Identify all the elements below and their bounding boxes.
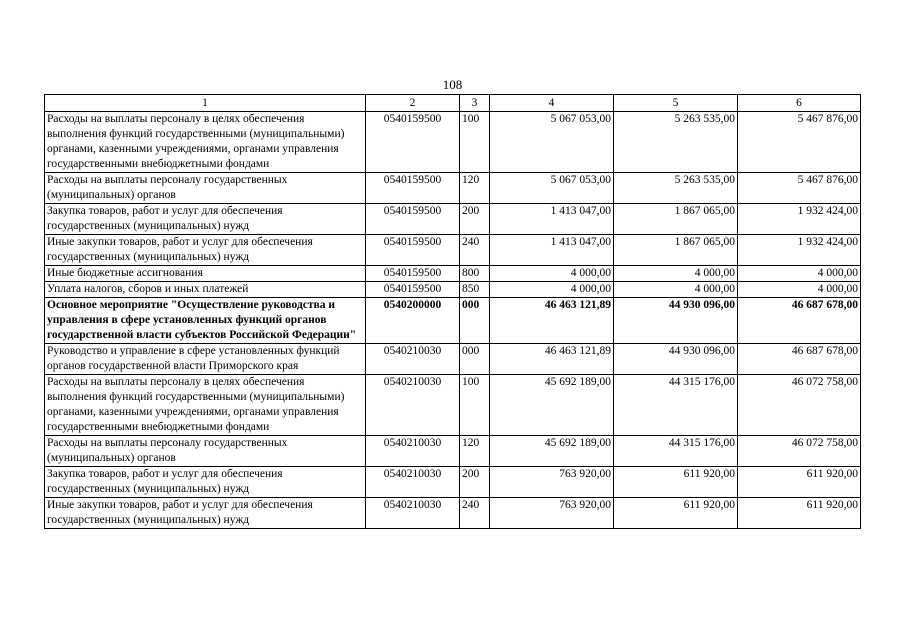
row-value-6: 46 072 758,00 — [738, 436, 861, 467]
row-value-6: 1 932 424,00 — [738, 204, 861, 235]
table-row — [45, 266, 861, 282]
row-value-4: 45 692 189,00 — [490, 436, 614, 467]
row-vr: 200 — [460, 467, 490, 498]
row-csr: 0540200000 — [366, 298, 460, 344]
row-value-5: 1 867 065,00 — [614, 204, 738, 235]
row-csr: 0540159500 — [366, 235, 460, 266]
row-value-5: 44 315 176,00 — [614, 375, 738, 436]
row-csr: 0540159500 — [366, 282, 460, 298]
row-vr: 240 — [460, 235, 490, 266]
row-csr: 0540210030 — [366, 498, 460, 529]
row-value-6: 611 920,00 — [738, 498, 861, 529]
row-value-4: 45 692 189,00 — [490, 375, 614, 436]
row-csr: 0540159500 — [366, 204, 460, 235]
table-row — [45, 235, 861, 266]
row-name: Иные бюджетные ассигнования — [45, 266, 366, 282]
row-value-6: 4 000,00 — [738, 266, 861, 282]
page-number: 108 — [442, 77, 463, 92]
table-row — [45, 112, 861, 173]
row-value-5: 44 930 096,00 — [614, 344, 738, 375]
row-name: Руководство и управление в сфере установленных функций органов государственной власти Приморского края — [45, 344, 366, 375]
row-name: Уплата налогов, сборов и иных платежей — [45, 282, 366, 298]
row-value-6: 4 000,00 — [738, 282, 861, 298]
row-value-5: 611 920,00 — [614, 467, 738, 498]
header-col-4: 4 — [490, 95, 614, 112]
row-value-5: 611 920,00 — [614, 498, 738, 529]
budget-table — [44, 94, 861, 529]
row-value-5: 5 263 535,00 — [614, 173, 738, 204]
row-value-4: 46 463 121,89 — [490, 344, 614, 375]
header-col-3: 3 — [460, 95, 490, 112]
table-header-row — [45, 95, 861, 112]
row-name: Расходы на выплаты персоналу в целях обеспечения выполнения функций государственными (муниципальными) органами, казенными учреждениями, органами управления государственными внебюджетными фондами — [45, 375, 366, 436]
row-vr: 100 — [460, 112, 490, 173]
row-value-6: 5 467 876,00 — [738, 112, 861, 173]
row-name: Закупка товаров, работ и услуг для обеспечения государственных (муниципальных) нужд — [45, 467, 366, 498]
row-name: Расходы на выплаты персоналу в целях обеспечения выполнения функций государственными (муниципальными) органами, казенными учреждениями, органами управления государственными внебюджетными фондами — [45, 112, 366, 173]
row-value-5: 44 930 096,00 — [614, 298, 738, 344]
row-vr: 850 — [460, 282, 490, 298]
row-name: Закупка товаров, работ и услуг для обеспечения государственных (муниципальных) нужд — [45, 204, 366, 235]
row-name: Основное мероприятие "Осуществление руководства и управления в сфере установленных функций органов государственной власти субъектов Российской Федерации" — [45, 298, 366, 344]
row-value-6: 5 467 876,00 — [738, 173, 861, 204]
row-vr: 800 — [460, 266, 490, 282]
header-col-5: 5 — [614, 95, 738, 112]
row-value-5: 4 000,00 — [614, 266, 738, 282]
row-name: Расходы на выплаты персоналу государственных (муниципальных) органов — [45, 173, 366, 204]
row-csr: 0540210030 — [366, 436, 460, 467]
row-value-4: 1 413 047,00 — [490, 235, 614, 266]
row-value-5: 44 315 176,00 — [614, 436, 738, 467]
row-value-6: 46 687 678,00 — [738, 344, 861, 375]
table-row — [45, 282, 861, 298]
table-row — [45, 498, 861, 529]
row-vr: 200 — [460, 204, 490, 235]
table-row — [45, 173, 861, 204]
row-value-5: 1 867 065,00 — [614, 235, 738, 266]
header-col-2: 2 — [366, 95, 460, 112]
row-csr: 0540210030 — [366, 344, 460, 375]
row-value-4: 5 067 053,00 — [490, 173, 614, 204]
table-row-main-activity — [45, 298, 861, 344]
table-row — [45, 467, 861, 498]
row-vr: 120 — [460, 173, 490, 204]
row-name: Иные закупки товаров, работ и услуг для обеспечения государственных (муниципальных) нужд — [45, 498, 366, 529]
row-value-4: 4 000,00 — [490, 266, 614, 282]
table-row — [45, 436, 861, 467]
row-csr: 0540159500 — [366, 112, 460, 173]
row-value-4: 4 000,00 — [490, 282, 614, 298]
table-row — [45, 204, 861, 235]
row-vr: 000 — [460, 298, 490, 344]
row-vr: 000 — [460, 344, 490, 375]
row-csr: 0540159500 — [366, 266, 460, 282]
row-value-6: 611 920,00 — [738, 467, 861, 498]
table-row — [45, 344, 861, 375]
row-value-5: 5 263 535,00 — [614, 112, 738, 173]
row-value-4: 763 920,00 — [490, 498, 614, 529]
row-value-6: 46 072 758,00 — [738, 375, 861, 436]
row-csr: 0540210030 — [366, 467, 460, 498]
row-value-4: 5 067 053,00 — [490, 112, 614, 173]
row-name: Иные закупки товаров, работ и услуг для обеспечения государственных (муниципальных) нужд — [45, 235, 366, 266]
row-value-6: 46 687 678,00 — [738, 298, 861, 344]
row-vr: 120 — [460, 436, 490, 467]
row-value-4: 763 920,00 — [490, 467, 614, 498]
row-csr: 0540210030 — [366, 375, 460, 436]
row-vr: 100 — [460, 375, 490, 436]
table-row — [45, 375, 861, 436]
row-value-4: 46 463 121,89 — [490, 298, 614, 344]
header-col-6: 6 — [738, 95, 861, 112]
row-value-5: 4 000,00 — [614, 282, 738, 298]
header-col-1: 1 — [45, 95, 366, 112]
row-value-4: 1 413 047,00 — [490, 204, 614, 235]
row-value-6: 1 932 424,00 — [738, 235, 861, 266]
row-csr: 0540159500 — [366, 173, 460, 204]
row-name: Расходы на выплаты персоналу государственных (муниципальных) органов — [45, 436, 366, 467]
row-vr: 240 — [460, 498, 490, 529]
